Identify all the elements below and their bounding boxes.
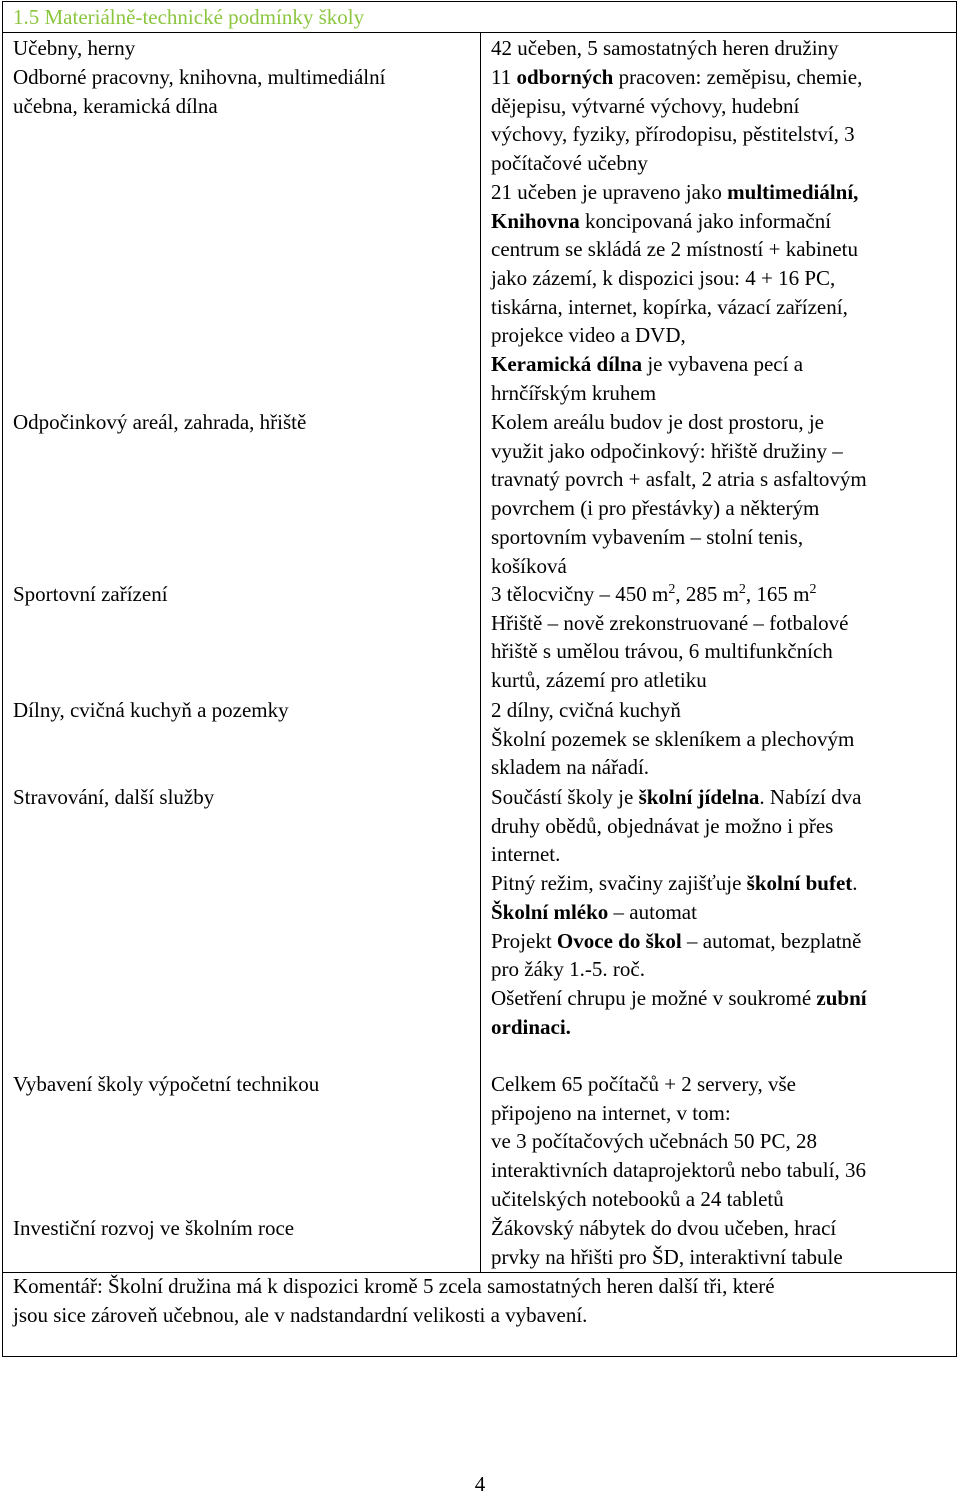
text-run: internet. [491, 842, 561, 867]
value-line [491, 812, 953, 841]
text-run: Ošetření chrupu je možné v soukromé [491, 985, 817, 1010]
text-run: koncipovaná jako informační [579, 208, 832, 233]
text-run: Kolem areálu budov je dost prostoru, je [491, 410, 825, 434]
value-line [491, 235, 953, 264]
row-label: Investiční rozvoj ve školním roce [13, 1216, 295, 1240]
value-line [491, 1127, 953, 1156]
text-run: je vybavena pecí a [642, 352, 804, 377]
row-value [491, 408, 953, 580]
text-run: využit jako odpočinkový: hřiště družiny – [491, 438, 843, 463]
value-line [491, 1070, 953, 1099]
text-run: druhy obědů, objednávat je možno i přes [491, 813, 834, 838]
comment-line: jsou sice zároveň učebnou, ale v nadstandardní velikosti a vybavení. [13, 1302, 588, 1327]
superscript: 2 [668, 582, 676, 597]
value-line [491, 637, 953, 666]
bold-text: zubní [816, 985, 867, 1010]
page-number: 4 [474, 1472, 486, 1496]
value-line [491, 207, 953, 236]
value-line [491, 34, 953, 63]
text-run: interaktivních dataprojektorů nebo tabulí, 36 [491, 1158, 866, 1183]
value-line [491, 178, 953, 207]
value-line [491, 1156, 953, 1185]
row-label: Stravování, další služby [13, 785, 215, 809]
bold-text: školní jídelna [638, 785, 760, 809]
value-line [491, 552, 953, 581]
row-label-line: učebna, keramická dílna [13, 93, 218, 118]
row-value [491, 1070, 953, 1214]
value-line [491, 149, 953, 178]
value-line [491, 725, 953, 754]
text-run: prvky na hřišti pro ŠD, interaktivní tabule [491, 1244, 843, 1269]
row-value [491, 783, 953, 1041]
value-line [491, 92, 953, 121]
row-label [13, 63, 473, 120]
bold-text: školní bufet [746, 871, 853, 896]
value-line [491, 264, 953, 293]
row-label: Odpočinkový areál, zahrada, hřiště [13, 410, 307, 434]
row-label: Sportovní zařízení [13, 582, 168, 606]
value-line [491, 408, 953, 437]
text-run: Projekt [491, 928, 557, 953]
comment [13, 1272, 948, 1329]
text-run: Školní pozemek se skleníkem a plechovým [491, 726, 855, 751]
value-line [491, 1099, 953, 1128]
text-run: Hřiště – nově zrekonstruované – fotbalové [491, 610, 849, 635]
value-line [491, 580, 953, 609]
row-label-line: Odborné pracovny, knihovna, multimediální [13, 65, 386, 89]
materials-table [2, 1, 957, 1357]
text-run: pracoven: zeměpisu, chemie, [613, 65, 863, 89]
value-line [491, 1185, 953, 1214]
row-value [491, 1214, 953, 1271]
text-run: – automat, bezplatně [681, 928, 862, 953]
text-run: sportovním vybavením – stolní tenis, [491, 524, 804, 549]
comment-line: Komentář: Školní družina má k dispozici kromě 5 zcela samostatných heren další tři, které [13, 1274, 775, 1298]
value-line [491, 293, 953, 322]
text-run: výchovy, fyziky, přírodopisu, pěstitelství, 3 [491, 122, 855, 147]
text-run: košíková [491, 553, 567, 578]
text-run: připojeno na internet, v tom: [491, 1100, 731, 1125]
bold-text: odborných [516, 65, 614, 89]
value-line [491, 321, 953, 350]
text-run: projekce video a DVD, [491, 323, 686, 348]
text-run: 42 učeben, 5 samostatných heren družiny [491, 36, 839, 60]
row-value [491, 63, 953, 407]
text-run: travnatý povrch + asfalt, 2 atria s asfaltovým [491, 467, 867, 492]
value-line [491, 898, 953, 927]
row-value [491, 34, 953, 63]
value-line [491, 955, 953, 984]
value-line [491, 609, 953, 638]
row-value [491, 696, 953, 782]
bold-text: Knihovna [491, 208, 580, 233]
value-line [491, 379, 953, 408]
section-title: 1.5 Materiálně-technické podmínky školy [3, 2, 956, 33]
value-line [491, 696, 953, 725]
value-line [491, 1013, 953, 1042]
text-run: Celkem 65 počítačů + 2 servery, vše [491, 1072, 796, 1096]
value-line [491, 753, 953, 782]
text-run: povrchem (i pro přestávky) a některým [491, 496, 820, 521]
value-line [491, 63, 953, 92]
text-run: . Nabízí dva [759, 785, 862, 809]
text-run: , 285 m [675, 582, 739, 606]
text-run: 11 [491, 65, 517, 89]
value-line [491, 494, 953, 523]
text-run: dějepisu, výtvarné výchovy, hudební [491, 93, 800, 118]
text-run: , 165 m [745, 582, 810, 606]
text-run: jako zázemí, k dispozici jsou: 4 + 16 PC, [491, 265, 836, 290]
value-line [491, 666, 953, 695]
text-run: 3 tělocvičny – 450 m [491, 582, 669, 606]
value-line [491, 1214, 953, 1243]
text-run: kurtů, zázemí pro atletiku [491, 668, 707, 693]
value-line [491, 350, 953, 379]
value-line [491, 840, 953, 869]
value-line [491, 437, 953, 466]
superscript: 2 [738, 582, 746, 597]
text-run: ve 3 počítačových učebnách 50 PC, 28 [491, 1129, 817, 1154]
column-divider [480, 33, 481, 1272]
value-line [491, 120, 953, 149]
text-run: hřiště s umělou trávou, 6 multifunkčních [491, 639, 833, 664]
text-run: pro žáky 1.-5. roč. [491, 957, 645, 982]
row-value [491, 580, 953, 695]
text-run: učitelských notebooků a 24 tabletů [491, 1186, 784, 1211]
row-label: Dílny, cvičná kuchyň a pozemky [13, 698, 289, 722]
value-line [491, 869, 953, 898]
text-run: počítačové učebny [491, 151, 648, 176]
value-line [491, 783, 953, 812]
value-line [491, 927, 953, 956]
text-run: Součástí školy je [491, 785, 639, 809]
value-line [491, 523, 953, 552]
text-run: 2 dílny, cvičná kuchyň [491, 698, 681, 722]
value-line [491, 984, 953, 1013]
text-run: 21 učeben je upraveno jako [491, 179, 728, 204]
text-run: skladem na nářadí. [491, 755, 650, 780]
text-run: centrum se skládá ze 2 místností + kabinetu [491, 237, 859, 262]
text-run: hrnčířským kruhem [491, 380, 657, 405]
text-run: – automat [608, 899, 697, 924]
row-label: Učebny, herny [13, 36, 136, 60]
value-line [491, 465, 953, 494]
bold-text: Keramická dílna [491, 352, 643, 377]
text-run: Žákovský nábytek do dvou učeben, hrací [491, 1216, 837, 1240]
text-run: . [852, 871, 858, 896]
bold-text: Školní mléko [491, 899, 609, 924]
row-label: Vybavení školy výpočetní technikou [13, 1072, 320, 1096]
bold-text: multimediální, [727, 179, 859, 204]
bold-text: Ovoce do škol [556, 928, 682, 953]
value-line [491, 1243, 953, 1272]
bold-text: ordinaci. [491, 1014, 571, 1039]
text-run: Pitný režim, svačiny zajišťuje [491, 871, 747, 896]
superscript: 2 [809, 582, 817, 597]
text-run: tiskárna, internet, kopírka, vázací zařízení, [491, 294, 848, 319]
